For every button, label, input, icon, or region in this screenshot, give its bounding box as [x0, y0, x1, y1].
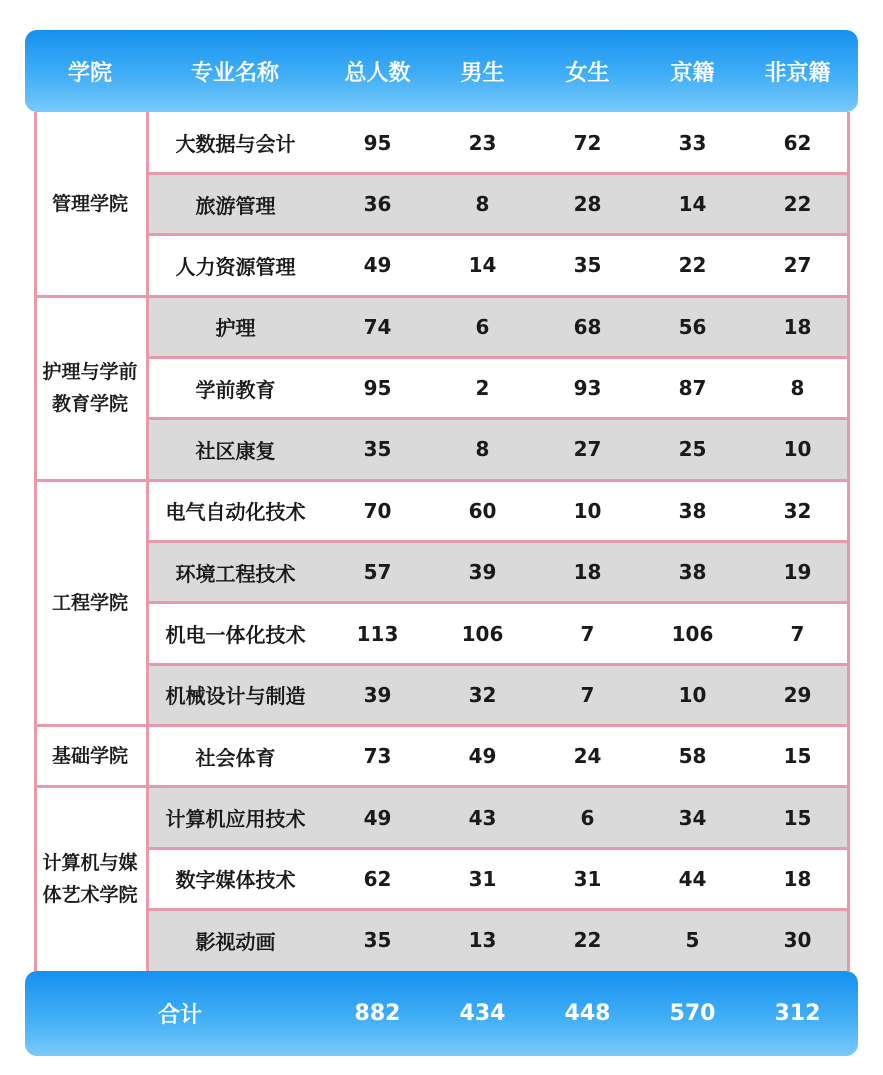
- total-cell: 35: [363, 437, 392, 462]
- male-cell: 39: [468, 560, 497, 585]
- row-divider: [146, 908, 850, 911]
- male-cell: 60: [468, 498, 497, 523]
- total-cell: 49: [363, 805, 392, 830]
- beijing-cell: 87: [678, 376, 707, 401]
- row-divider: [146, 172, 850, 175]
- header-college: 学院: [67, 60, 112, 86]
- row-divider: [146, 356, 850, 359]
- beijing-cell: 25: [678, 437, 707, 462]
- total-cell: 113: [356, 621, 399, 646]
- total-cell: 73: [363, 744, 392, 769]
- college-divider: [34, 479, 850, 482]
- male-cell: 8: [475, 437, 490, 462]
- column-divider: [34, 112, 37, 971]
- college-divider: [34, 295, 850, 298]
- row-divider: [146, 601, 850, 604]
- male-cell: 6: [475, 314, 490, 339]
- total-cell: 49: [363, 253, 392, 278]
- footer-non-beijing: 312: [774, 1001, 821, 1026]
- footer-male: 434: [459, 1001, 506, 1026]
- female-cell: 35: [573, 253, 602, 278]
- college-name-cell: 计算机与媒体艺术学院: [42, 851, 138, 906]
- female-cell: 22: [573, 928, 602, 953]
- college-name-cell: 管理学院: [51, 193, 128, 216]
- female-cell: 31: [573, 866, 602, 891]
- female-cell: 68: [573, 314, 602, 339]
- college-divider: [34, 785, 850, 788]
- female-cell: 72: [573, 130, 602, 155]
- footer-total: 882: [354, 1001, 401, 1026]
- total-cell: 70: [363, 498, 392, 523]
- beijing-cell: 44: [678, 866, 707, 891]
- female-cell: 6: [580, 805, 595, 830]
- male-cell: 32: [468, 682, 497, 707]
- female-cell: 7: [580, 621, 595, 646]
- female-cell: 18: [573, 560, 602, 585]
- male-cell: 23: [468, 130, 497, 155]
- non-beijing-cell: 29: [783, 682, 812, 707]
- major-name-cell: 社区康复: [195, 438, 276, 463]
- non-beijing-cell: 15: [783, 805, 812, 830]
- total-cell: 74: [363, 314, 392, 339]
- non-beijing-cell: 19: [783, 560, 812, 585]
- major-name-cell: 机械设计与制造: [165, 684, 306, 709]
- enrollment-table: [34, 112, 850, 971]
- non-beijing-cell: 10: [783, 437, 812, 462]
- major-name-cell: 学前教育: [195, 377, 276, 402]
- total-cell: 36: [363, 192, 392, 217]
- female-cell: 28: [573, 192, 602, 217]
- beijing-cell: 106: [671, 621, 714, 646]
- male-cell: 31: [468, 866, 497, 891]
- college-name-cell: 护理与学前教育学院: [42, 361, 138, 416]
- non-beijing-cell: 62: [783, 130, 812, 155]
- beijing-cell: 38: [678, 560, 707, 585]
- table-footer: [25, 971, 858, 1056]
- female-cell: 27: [573, 437, 602, 462]
- beijing-cell: 5: [685, 928, 700, 953]
- header-male: 男生: [460, 60, 505, 86]
- footer-beijing: 570: [669, 1001, 716, 1026]
- row-divider: [146, 847, 850, 850]
- non-beijing-cell: 8: [790, 376, 805, 401]
- female-cell: 24: [573, 744, 602, 769]
- non-beijing-cell: 18: [783, 314, 812, 339]
- table-header: [25, 30, 858, 112]
- non-beijing-cell: 15: [783, 744, 812, 769]
- non-beijing-cell: 30: [783, 928, 812, 953]
- beijing-cell: 56: [678, 314, 707, 339]
- non-beijing-cell: 27: [783, 253, 812, 278]
- footer-female: 448: [564, 1001, 611, 1026]
- total-cell: 57: [363, 560, 392, 585]
- header-major: 专业名称: [190, 60, 279, 86]
- beijing-cell: 14: [678, 192, 707, 217]
- footer-label: 合计: [157, 1003, 202, 1028]
- header-beijing: 京籍: [670, 60, 715, 86]
- male-cell: 43: [468, 805, 497, 830]
- beijing-cell: 38: [678, 498, 707, 523]
- female-cell: 10: [573, 498, 602, 523]
- column-divider: [847, 112, 850, 971]
- total-cell: 35: [363, 928, 392, 953]
- column-divider: [146, 112, 149, 971]
- male-cell: 106: [461, 621, 504, 646]
- header-female: 女生: [565, 60, 610, 86]
- total-cell: 39: [363, 682, 392, 707]
- male-cell: 8: [475, 192, 490, 217]
- male-cell: 49: [468, 744, 497, 769]
- male-cell: 13: [468, 928, 497, 953]
- header-non-beijing: 非京籍: [764, 60, 831, 86]
- beijing-cell: 58: [678, 744, 707, 769]
- row-divider: [146, 417, 850, 420]
- non-beijing-cell: 22: [783, 192, 812, 217]
- total-cell: 62: [363, 866, 392, 891]
- beijing-cell: 33: [678, 130, 707, 155]
- total-cell: 95: [363, 376, 392, 401]
- major-name-cell: 电气自动化技术: [165, 500, 306, 525]
- college-divider: [34, 724, 850, 727]
- major-name-cell: 护理: [215, 316, 256, 341]
- major-name-cell: 数字媒体技术: [175, 868, 296, 893]
- non-beijing-cell: 7: [790, 621, 805, 646]
- major-name-cell: 大数据与会计: [175, 132, 296, 157]
- major-name-cell: 影视动画: [195, 929, 276, 954]
- major-name-cell: 社会体育: [195, 745, 276, 770]
- total-cell: 95: [363, 130, 392, 155]
- beijing-cell: 34: [678, 805, 707, 830]
- row-divider: [146, 540, 850, 543]
- major-name-cell: 环境工程技术: [175, 561, 296, 586]
- header-total: 总人数: [344, 60, 411, 86]
- college-name-cell: 基础学院: [51, 745, 128, 768]
- major-name-cell: 旅游管理: [195, 193, 276, 218]
- college-name-cell: 工程学院: [51, 591, 128, 614]
- beijing-cell: 22: [678, 253, 707, 278]
- non-beijing-cell: 32: [783, 498, 812, 523]
- non-beijing-cell: 18: [783, 866, 812, 891]
- female-cell: 7: [580, 682, 595, 707]
- major-name-cell: 计算机应用技术: [165, 807, 306, 832]
- female-cell: 93: [573, 376, 602, 401]
- beijing-cell: 10: [678, 682, 707, 707]
- male-cell: 14: [468, 253, 497, 278]
- male-cell: 2: [475, 376, 490, 401]
- major-name-cell: 人力资源管理: [175, 254, 296, 279]
- row-divider: [146, 233, 850, 236]
- row-divider: [146, 663, 850, 666]
- major-name-cell: 机电一体化技术: [165, 623, 306, 648]
